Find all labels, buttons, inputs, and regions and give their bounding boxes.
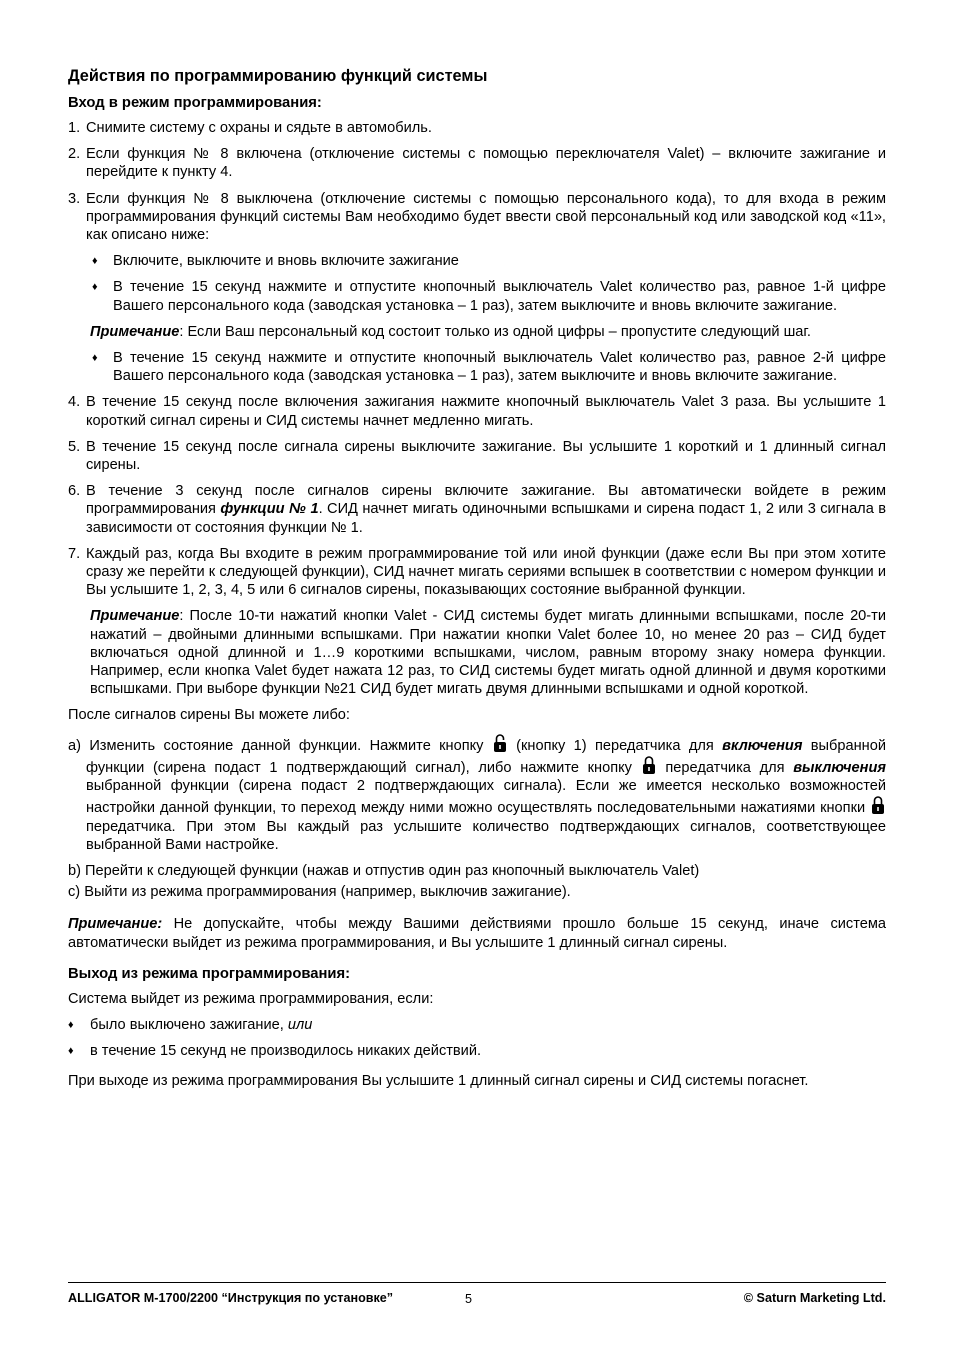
note-label: Примечание [90,323,180,340]
step-4 [68,393,886,429]
step-2 [68,145,886,181]
option-text: передатчика для [656,759,794,776]
step-number: 1. [68,120,81,136]
option-a [68,733,886,854]
list-item-text: в течение 15 секунд не производилось никаких действий. [90,1043,482,1060]
list-item [68,349,886,385]
step-6 [68,482,886,537]
step-text: . СИД начнет мигать одиночными вспышками и сирена подаст 1, 2 или 3 сигнала в зависимости от состояния функции № 1. [86,501,886,536]
list-item [68,278,886,314]
list-item-text: В течение 15 секунд нажмите и отпустите кнопочный выключатель Valet количество раз, равное 1-й цифре Вашего персонального кода (заводская установка – 1 раз), затем выключите и вновь включите зажигание. [113,279,886,314]
note-text: Не допускайте, чтобы между Вашими действиями прошло больше 15 секунд, иначе система автоматически выйдет из режима программирования, и Вы услышите 1 длинный сигнал сирены. [68,916,886,951]
note-text: : Если Ваш персональный код состоит только из одной цифры – пропустите следующий шаг. [179,323,811,340]
step-number: 2. [68,146,81,163]
lock-icon [871,795,885,815]
list-item-emphasis: или [287,1016,313,1033]
option-emphasis: включения [722,737,803,754]
entry-heading: Вход в режим программирования: [68,95,322,111]
unlock-icon [493,733,507,753]
step-text: В течение 15 секунд после включения зажигания нажмите кнопочный выключатель Valet 3 раза. Вы услышите 1 короткий сигнал сирены и СИД системы начнет медленно мигать. [86,394,886,429]
exit-intro: Система выйдет из режима программирования, если: [68,990,434,1007]
step-number: 3. [68,190,81,207]
step-emphasis: функции № 1 [220,501,319,518]
step-3 [68,190,886,245]
step-text: Снимите систему с охраны и сядьте в автомобиль. [86,120,432,136]
list-item-text: было выключено зажигание, [90,1016,288,1033]
option-emphasis: выключения [793,759,886,776]
note-1 [68,323,886,341]
after-signals-text: После сигналов сирены Вы можете либо: [68,707,350,724]
note-2 [68,607,886,698]
page-title: Действия по программированию функций системы [68,67,488,85]
option-text: передатчика. При этом Вы каждый раз услышите количество подтверждающих сигналов, соответствующее выбранной Вами настройке. [86,818,886,853]
bullet-icon: ♦ [68,1018,74,1031]
list-item-text: Включите, выключите и вновь включите зажигание [113,253,459,270]
page-number: 5 [465,1292,473,1306]
bullet-icon: ♦ [92,255,98,268]
page-footer [68,1282,886,1313]
step-text: Каждый раз, когда Вы входите в режим программирование той или иной функции (даже если Вы при этом хотите сразу же перейти к следующей функции), СИД начнет мигать сериями вспышек в соответствии с номером функции и Вы услышите 1, 2, 3, 4, 5 или 6 сигналов сирены, показывающих состояние выбранной функции. [86,545,886,599]
option-b: b) Перейти к следующей функции (нажав и отпустив один раз кнопочный выключатель Valet) [68,862,700,879]
option-text: выбранной функции (сирена подаст 2 подтверждающих сигнала). Если же имеется несколько возможностей настройки данной функции, то переход между ними можно осуществлять последовательными нажатиями кнопки [86,778,886,817]
footer-copyright: © Saturn Marketing Ltd. [743,1291,886,1305]
step-5 [68,438,886,474]
note-label: Примечание [90,608,180,625]
step-number: 7. [68,545,81,562]
step-text: Если функция № 8 выключена (отключение системы с помощью персонального кода), то для входа в режим программирования функций системы Вам необходимо будет ввести свой персональный код или заводской код «11», как описано ниже: [86,190,886,244]
list-item-text: В течение 15 секунд нажмите и отпустите кнопочный выключатель Valet количество раз, равное 2-й цифре Вашего персонального кода (заводская установка – 1 раз), затем выключите и вновь включите зажигание. [113,350,886,385]
option-text: a) Изменить состояние данной функции. Нажмите кнопку [68,737,492,754]
footer-title: ALLIGATOR M-1700/2200 “Инструкция по установке” [68,1291,394,1305]
list-item [68,1016,886,1034]
bullet-icon: ♦ [68,1045,74,1058]
note-label: Примечание: [68,916,163,933]
note-text: : После 10-ти нажатий кнопки Valet - СИД системы будет мигать длинными вспышками, после 20-ти нажатий – двойными длинными вспышками. При нажатии кнопки Valet более 10, но менее 20 раз – СИД будет включаться одной длинной и 1…9 короткими вспышками, числом, равным второму знаку номера функции. Например, если кнопка Valet будет нажата 12 раз, то СИД системы будет мигать одной длинной и двумя короткими вспышками. При выборе функции №21 СИД будет мигать двумя длинными вспышками и одной короткой. [90,608,886,698]
lock-icon [642,755,656,775]
step-number: 5. [68,438,81,455]
list-item [68,252,886,270]
bullet-icon: ♦ [92,281,98,294]
option-c: c) Выйти из режима программирования (например, выключив зажигание). [68,884,571,901]
list-item [68,1042,886,1060]
page-content [68,66,886,1091]
step-text: Если функция № 8 включена (отключение системы с помощью переключателя Valet) – включите зажигание и перейдите к пункту 4. [86,146,886,181]
exit-heading: Выход из режима программирования: [68,965,351,982]
option-text: выбранной функции (сирена подаст 1 подтверждающий сигнал), либо нажмите кнопку [86,737,887,776]
option-text: (кнопку 1) передатчика для [507,737,723,754]
step-text: В течение 3 секунд после сигналов сирены включите зажигание. Вы автоматически войдете в режим программирования [86,483,886,518]
exit-final-text: При выходе из режима программирования Вы услышите 1 длинный сигнал сирены и СИД системы погаснет. [68,1073,809,1090]
step-number: 4. [68,394,81,411]
note-3 [68,915,886,951]
step-number: 6. [68,483,81,500]
step-text: В течение 15 секунд после сигнала сирены выключите зажигание. Вы услышите 1 короткий и 1 длинный сигнал сирены. [86,438,886,474]
bullet-icon: ♦ [92,352,98,365]
step-7 [68,545,886,600]
step-1 [68,119,886,137]
